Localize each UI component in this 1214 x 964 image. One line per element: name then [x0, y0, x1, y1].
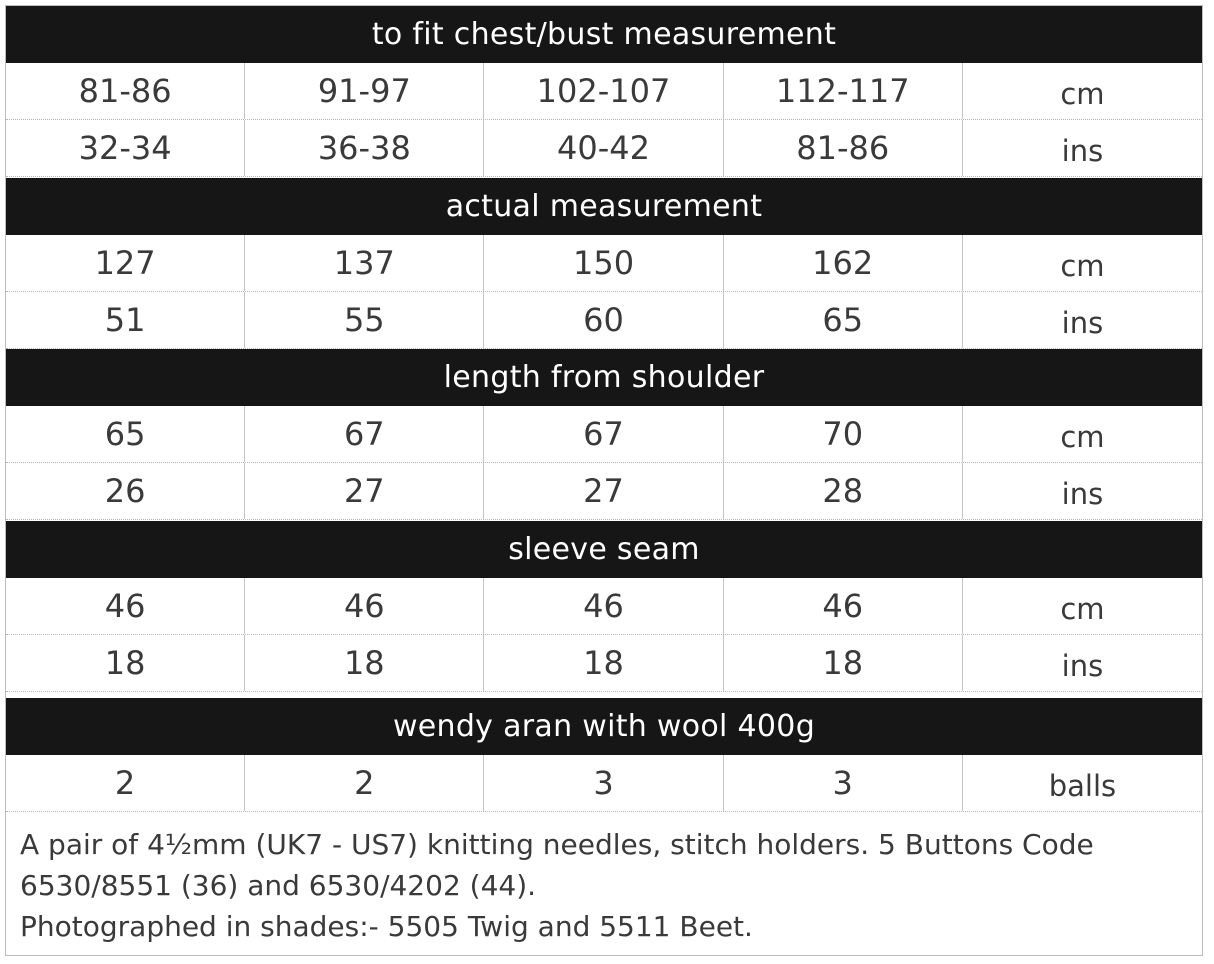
unit-label: cm: [1060, 592, 1105, 626]
table-cell: 70: [724, 406, 963, 462]
table-cell: 46: [484, 578, 723, 634]
table-cell: 65: [6, 406, 245, 462]
table-cell: 137: [245, 235, 484, 291]
section-header-chest-bust: to fit chest/bust measurement: [6, 6, 1202, 63]
table-cell: 162: [724, 235, 963, 291]
table-cell: 67: [245, 406, 484, 462]
table-row: [6, 406, 1202, 463]
table-row: [6, 235, 1202, 292]
unit-label: cm: [1060, 420, 1105, 454]
table-row: [6, 755, 1202, 812]
table-cell: 150: [484, 235, 723, 291]
unit-label: ins: [1061, 477, 1104, 511]
materials-notes: [6, 812, 1202, 955]
table-cell: 40-42: [484, 120, 723, 176]
table-cell: 27: [484, 463, 723, 519]
table-cell: 91-97: [245, 63, 484, 119]
table-row: [6, 120, 1202, 177]
table-cell: 81-86: [724, 120, 963, 176]
table-cell: 32-34: [6, 120, 245, 176]
section-header-actual-measurement: actual measurement: [6, 178, 1202, 235]
table-row: [6, 463, 1202, 520]
table-cell: 27: [245, 463, 484, 519]
table-cell: 18: [6, 635, 245, 691]
table-cell: 102-107: [484, 63, 723, 119]
size-chart: [5, 5, 1203, 956]
table-cell: 112-117: [724, 63, 963, 119]
table-cell: 46: [6, 578, 245, 634]
table-cell: 3: [724, 755, 963, 811]
table-row: [6, 63, 1202, 120]
table-cell: 36-38: [245, 120, 484, 176]
unit-label: ins: [1061, 649, 1104, 683]
table-cell: 28: [724, 463, 963, 519]
table-cell: 65: [724, 292, 963, 348]
table-cell: 67: [484, 406, 723, 462]
unit-label: balls: [1048, 769, 1117, 803]
table-cell: 51: [6, 292, 245, 348]
table-row: [6, 635, 1202, 692]
table-cell: 18: [724, 635, 963, 691]
unit-label: ins: [1061, 306, 1104, 340]
table-cell: 55: [245, 292, 484, 348]
unit-label: cm: [1060, 77, 1105, 111]
table-cell: 46: [724, 578, 963, 634]
table-cell: 60: [484, 292, 723, 348]
section-header-length-from-shoulder: length from shoulder: [6, 349, 1202, 406]
notes-line: A pair of 4½mm (UK7 - US7) knitting needles, stitch holders. 5 Buttons Code: [20, 828, 1094, 861]
notes-line: 6530/8551 (36) and 6530/4202 (44).: [20, 869, 537, 902]
section-header-sleeve-seam: sleeve seam: [6, 521, 1202, 578]
table-cell: 18: [245, 635, 484, 691]
notes-line: Photographed in shades:- 5505 Twig and 5511 Beet.: [20, 910, 753, 943]
table-cell: 26: [6, 463, 245, 519]
table-row: [6, 578, 1202, 635]
section-header-yarn: wendy aran with wool 400g: [6, 698, 1202, 755]
table-cell: 2: [245, 755, 484, 811]
table-row: [6, 292, 1202, 349]
unit-label: ins: [1061, 134, 1104, 168]
table-cell: 2: [6, 755, 245, 811]
table-cell: 46: [245, 578, 484, 634]
table-cell: 3: [484, 755, 723, 811]
table-cell: 81-86: [6, 63, 245, 119]
unit-label: cm: [1060, 249, 1105, 283]
table-cell: 18: [484, 635, 723, 691]
table-cell: 127: [6, 235, 245, 291]
